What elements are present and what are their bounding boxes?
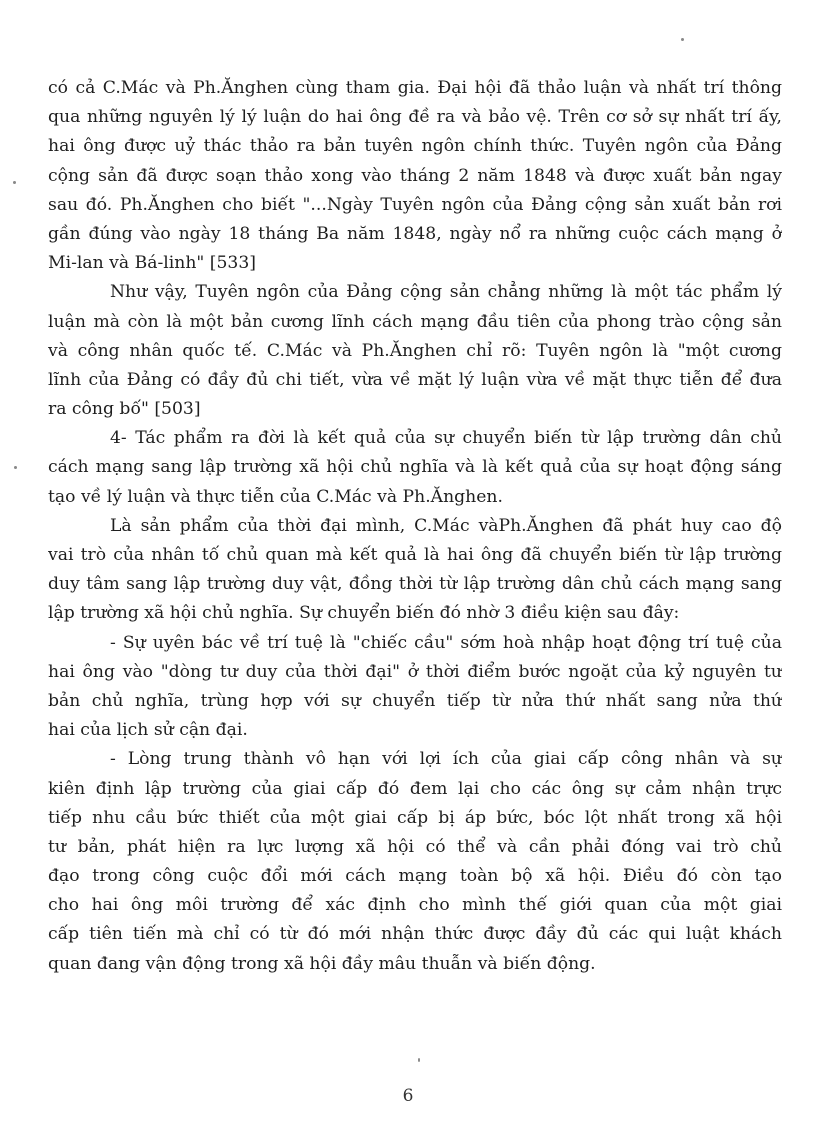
text-line: cách mạng sang lập trường xã hội chủ nghĩa và là kết quả của sự hoạt động sáng (48, 457, 782, 478)
text-line: và công nhân quốc tế. C.Mác và Ph.Ănghen chỉ rõ: Tuyên ngôn là "một cương (48, 340, 782, 361)
text-line: lập trường xã hội chủ nghĩa. Sự chuyển biến đó nhờ 3 điều kiện sau đây: (48, 603, 680, 624)
paragraph-first-line: Là sản phẩm của thời đại mình, C.Mác vàPh.Ănghen đã phát huy cao độ (110, 515, 782, 536)
text-line: hai của lịch sử cận đại. (48, 720, 248, 741)
text-line: cấp tiên tiến mà chỉ có từ đó mới nhận thức được đầy đủ các qui luật khách (48, 924, 782, 945)
text-line: qua những nguyên lý lý luận do hai ông đề ra và bảo vệ. Trên cơ sở sự nhất trí ấy, (48, 107, 782, 128)
text-line: cho hai ông môi trường để xác định cho mình thế giới quan của một giai (48, 895, 782, 916)
text-line: kiên định lập trường của giai cấp đó đem lại cho các ông sự cảm nhận trực (48, 778, 782, 799)
scan-speck (13, 181, 16, 184)
text-line: cộng sản đã được soạn thảo xong vào tháng 2 năm 1848 và được xuất bản ngay (48, 165, 782, 186)
paragraph-first-line: - Lòng trung thành vô hạn với lợi ích của giai cấp công nhân và sự (110, 749, 782, 770)
text-line: gần đúng vào ngày 18 tháng Ba năm 1848, ngày nổ ra những cuộc cách mạng ở (48, 223, 782, 244)
text-line: có cả C.Mác và Ph.Ănghen cùng tham gia. Đại hội đã thảo luận và nhất trí thông (48, 78, 782, 98)
text-line: tiếp nhu cầu bức thiết của một giai cấp bị áp bức, bóc lột nhất trong xã hội (48, 807, 782, 828)
text-line: đạo trong công cuộc đổi mới cách mạng toàn bộ xã hội. Điều đó còn tạo (48, 866, 782, 887)
text-line: bản chủ nghĩa, trùng hợp với sự chuyển tiếp từ nửa thứ nhất sang nửa thứ (48, 690, 782, 711)
text-line: sau đó. Ph.Ănghen cho biết "...Ngày Tuyên ngôn của Đảng cộng sản xuất bản rơi (48, 194, 782, 215)
scan-speck (681, 38, 684, 41)
paragraph-first-line: - Sự uyên bác về trí tuệ là "chiếc cầu" sớm hoà nhập hoạt động trí tuệ của (110, 632, 782, 653)
page-number: 6 (402, 1086, 414, 1106)
scan-speck (418, 1058, 420, 1062)
text-line: Mi-lan và Bá-linh" [533] (48, 253, 257, 274)
scan-speck (14, 466, 17, 469)
text-line: lĩnh của Đảng có đầy đủ chi tiết, vừa về mặt lý luận vừa về mặt thực tiễn để đưa (48, 369, 782, 390)
text-line: hai ông được uỷ thác thảo ra bản tuyên ngôn chính thức. Tuyên ngôn của Đảng (48, 136, 782, 157)
text-line: quan đang vận động trong xã hội đầy mâu thuẫn và biến động. (48, 953, 596, 974)
text-line: tạo về lý luận và thực tiễn của C.Mác và Ph.Ănghen. (48, 486, 503, 507)
body-text (48, 74, 782, 979)
paragraph-first-line: 4- Tác phẩm ra đời là kết quả của sự chuyển biến từ lập trường dân chủ (110, 428, 782, 449)
text-line: hai ông vào "dòng tư duy của thời đại" ở thời điểm bước ngoặt của kỷ nguyên tư (48, 661, 782, 682)
text-line: vai trò của nhân tố chủ quan mà kết quả là hai ông đã chuyển biến từ lập trường (48, 545, 782, 565)
text-line: duy tâm sang lập trường duy vật, đồng thời từ lập trường dân chủ cách mạng sang (48, 574, 782, 595)
paragraph-first-line: Như vậy, Tuyên ngôn của Đảng cộng sản chẳng những là một tác phẩm lý (110, 282, 782, 303)
text-line: ra công bố" [503] (48, 399, 201, 420)
text-line: luận mà còn là một bản cương lĩnh cách mạng đầu tiên của phong trào cộng sản (48, 311, 782, 332)
text-line: tư bản, phát hiện ra lực lượng xã hội có thể và cần phải đóng vai trò chủ (48, 836, 782, 857)
